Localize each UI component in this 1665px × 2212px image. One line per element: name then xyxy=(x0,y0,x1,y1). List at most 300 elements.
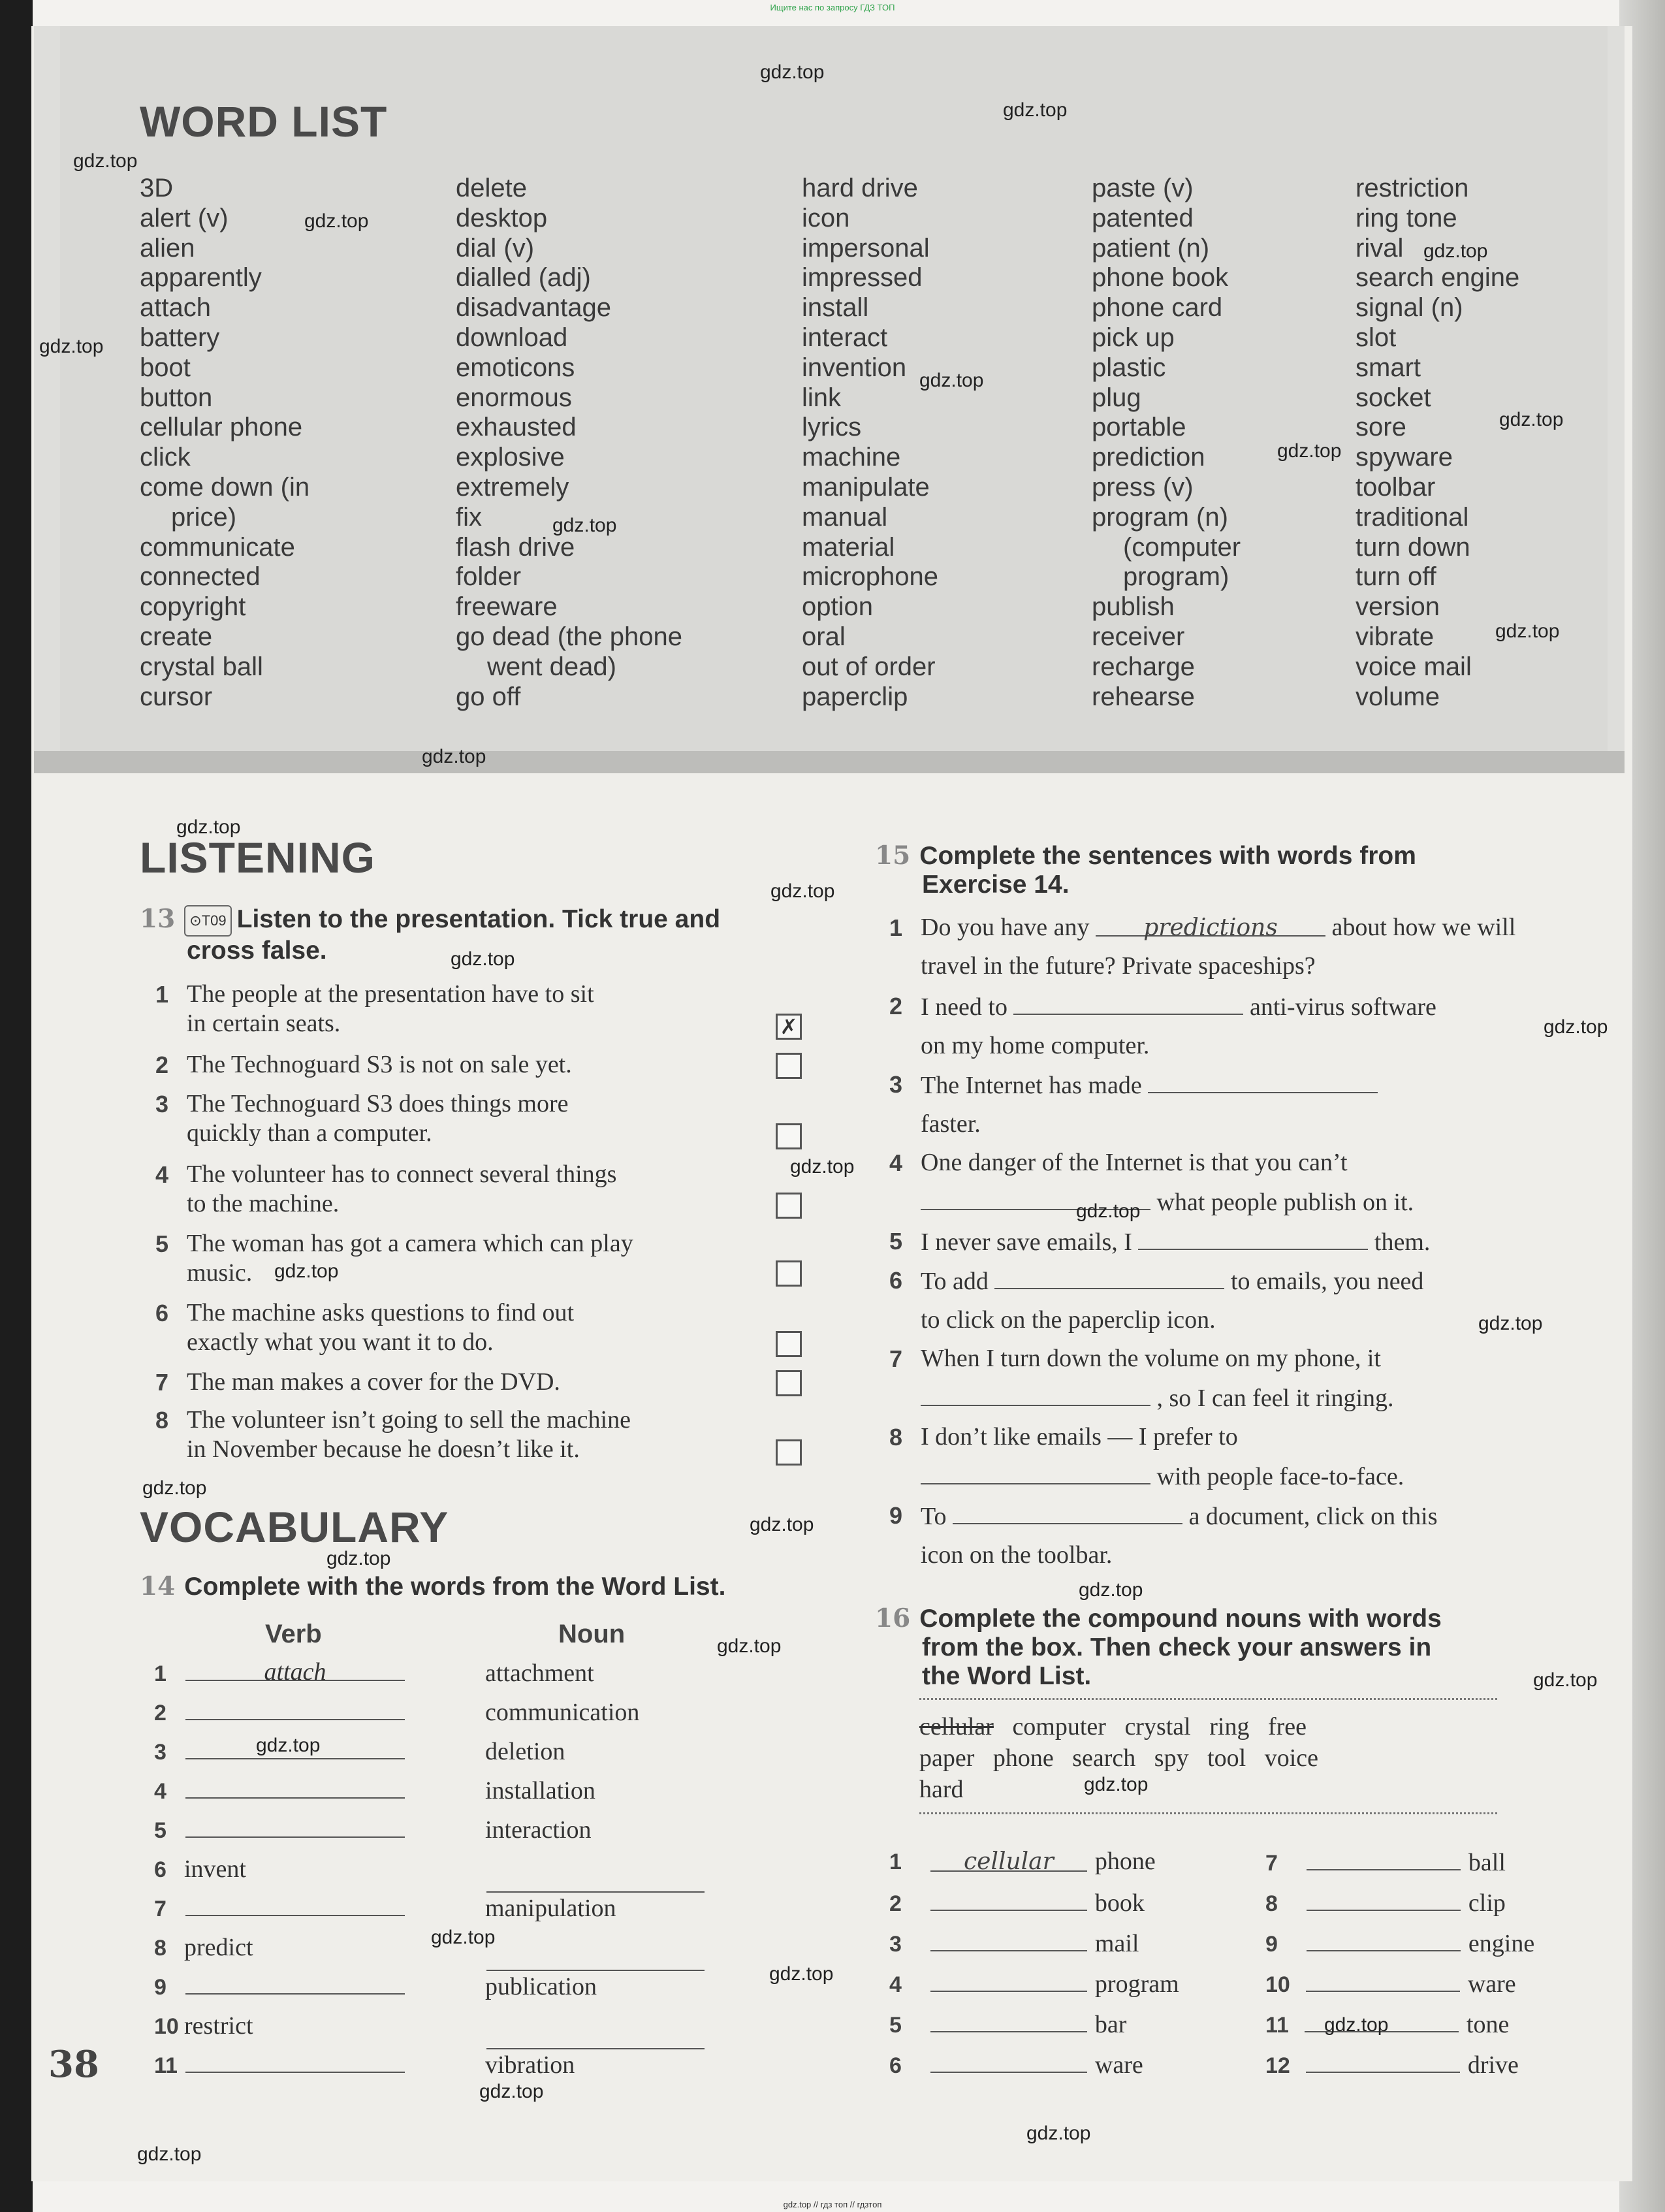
ex15-instruction-line1: Complete the sentences with words from xyxy=(919,842,1416,870)
word-list-entry: price) xyxy=(171,502,237,532)
ex16-suffix: ware xyxy=(1094,2051,1143,2079)
ex16-suffix: program xyxy=(1094,1970,1179,1998)
ex14-row-number xyxy=(154,1816,166,1844)
watermark-text: gdz.top xyxy=(304,210,369,232)
word-list-entry: voice mail xyxy=(1356,652,1472,681)
ex13-item-number: 7 xyxy=(155,1369,169,1396)
word-list-entry: patented xyxy=(1092,203,1194,232)
ex14-number: 6 xyxy=(154,1857,166,1882)
word-list-entry: microphone xyxy=(802,562,939,592)
ex14-noun-text: installation xyxy=(485,1777,595,1804)
watermark-text: gdz.top xyxy=(422,746,486,767)
word-list-entry: rehearse xyxy=(1092,682,1195,711)
watermark-text: gdz.top xyxy=(1478,1313,1543,1334)
word-list-entry: create xyxy=(140,622,213,651)
word-list-entry: smart xyxy=(1356,353,1421,382)
ex14-verb-text: predict xyxy=(184,1934,253,1961)
ex15-item xyxy=(889,1422,1568,1494)
word-box-row2: paper phone search spy tool voice xyxy=(919,1744,1318,1772)
ex13-item-text xyxy=(187,980,594,1038)
ex15-text-after: anti-virus software xyxy=(1249,993,1436,1021)
watermark-text: gdz.top xyxy=(1026,2123,1091,2144)
ex13-item-text xyxy=(187,1368,560,1397)
ex15-text-continued: travel in the future? Private spaceships? xyxy=(921,952,1316,980)
ex15-line1 xyxy=(921,1422,1404,1452)
word-list-entry: receiver xyxy=(1092,622,1185,651)
word-list-entry: fix xyxy=(456,502,482,532)
page-number: 38 xyxy=(48,2043,99,2086)
ex15-text-continued: faster. xyxy=(921,1110,981,1138)
word-list-entry: alert (v) xyxy=(140,203,229,232)
watermark-text: gdz.top xyxy=(552,515,617,536)
ex16-number: 7 xyxy=(1265,1851,1278,1876)
ex15-text-before: To add xyxy=(921,1268,989,1295)
ex13-number: 13 xyxy=(140,904,176,934)
word-list-entry: recharge xyxy=(1092,652,1195,681)
watermark-text: gdz.top xyxy=(1495,620,1560,642)
watermark-text: gdz.top xyxy=(326,1548,391,1569)
true-false-checkbox[interactable] xyxy=(776,1331,802,1357)
ex15-item-text xyxy=(921,991,1436,1061)
watermark-text: gdz.top xyxy=(1423,240,1488,262)
ex13-item-line1: The machine asks questions to find out xyxy=(187,1299,575,1326)
ex13-item-text xyxy=(187,1160,616,1219)
ex13-item-number: 6 xyxy=(155,1300,169,1326)
ex13-item-line1: The woman has got a camera which can play xyxy=(187,1230,633,1257)
ex15-line1 xyxy=(921,1226,1430,1257)
word-list-column xyxy=(1092,174,1241,712)
bottom-site-links[interactable]: gdz.top // гдз топ // гдзтоп xyxy=(783,2200,882,2209)
ex15-line2 xyxy=(921,1306,1423,1335)
word-list-entry: paperclip xyxy=(802,682,908,711)
ex15-item xyxy=(889,991,1568,1063)
ex16-number: 16 xyxy=(875,1603,911,1633)
word-list-entry: phone card xyxy=(1092,293,1223,323)
ex15-text-after: a document, click on this xyxy=(1188,1503,1438,1530)
ex16-number: 5 xyxy=(889,2013,902,2038)
ex16-suffix: ware xyxy=(1467,1970,1516,1998)
ex14-row-number xyxy=(154,1894,166,1923)
ex16-item xyxy=(1265,2049,1519,2079)
ex16-answer-blank[interactable] xyxy=(930,2009,1087,2032)
ex16-item xyxy=(1265,1928,1534,1958)
ex15-heading xyxy=(875,841,1416,899)
watermark-text: gdz.top xyxy=(769,1963,834,1985)
ex15-item-text xyxy=(921,1148,1414,1217)
ex13-item-number: 1 xyxy=(155,981,169,1008)
ex15-answer-blank[interactable] xyxy=(1148,1070,1378,1093)
word-list-entry: cellular phone xyxy=(140,413,303,442)
word-list-entry: paste (v) xyxy=(1092,174,1194,202)
ex15-item-number: 2 xyxy=(889,993,903,1019)
ex14-noun-blank[interactable] xyxy=(486,1948,705,1971)
ex15-item-text xyxy=(921,1422,1404,1492)
word-list-entry: delete xyxy=(456,174,527,202)
word-list-entry: go off xyxy=(456,682,521,711)
word-list-entry: hard drive xyxy=(802,174,918,202)
ex15-text-continued: to click on the paperclip icon. xyxy=(921,1306,1216,1334)
listening-title: LISTENING xyxy=(140,833,376,882)
ex15-text-before: I never save emails, I xyxy=(921,1228,1132,1256)
true-false-checkbox[interactable] xyxy=(776,1053,802,1079)
watermark-text: gdz.top xyxy=(142,1477,207,1499)
ex14-noun-text: vibration xyxy=(485,2051,575,2079)
word-list-entry: patient (n) xyxy=(1092,233,1210,263)
ex15-item-number: 9 xyxy=(889,1502,903,1529)
ex13-item-line2: in November because he doesn’t like it. xyxy=(187,1435,580,1463)
ex14-verb-text: restrict xyxy=(184,2012,253,2040)
ex16-number: 8 xyxy=(1265,1891,1278,1916)
ex14-noun-text: interaction xyxy=(485,1816,592,1844)
ex15-answer-blank[interactable]: predictions xyxy=(1096,913,1325,937)
ex15-line2 xyxy=(921,1541,1438,1570)
word-list-entry: went dead) xyxy=(487,652,616,681)
ex16-heading xyxy=(875,1604,1442,1691)
word-list-entry: program) xyxy=(1123,562,1229,592)
ex14-row-number xyxy=(154,1659,166,1688)
ex16-answer-blank[interactable]: cellular xyxy=(930,1848,1087,1872)
ex16-suffix: mail xyxy=(1094,1930,1139,1957)
word-list-entry: turn off xyxy=(1356,562,1436,592)
word-list-entry: press (v) xyxy=(1092,472,1194,502)
ex16-instruction-line3: the Word List. xyxy=(922,1662,1092,1690)
ex16-answer-blank[interactable] xyxy=(930,1928,1087,1951)
true-false-checkbox[interactable] xyxy=(776,1123,802,1149)
word-list-entry: vibrate xyxy=(1356,622,1435,651)
ex16-item xyxy=(1265,1847,1506,1877)
watermark-text: gdz.top xyxy=(73,150,138,172)
watermark-text: gdz.top xyxy=(274,1260,339,1282)
true-false-checkbox[interactable] xyxy=(776,1370,802,1396)
ex15-text-before: I need to xyxy=(921,993,1007,1021)
ex16-suffix: drive xyxy=(1467,2051,1519,2079)
ex15-text-before: I don’t like emails — I prefer to xyxy=(921,1423,1238,1451)
ex13-item-text xyxy=(187,1050,572,1080)
ex14-noun-blank[interactable] xyxy=(486,2026,705,2049)
watermark-text: gdz.top xyxy=(1544,1016,1608,1038)
word-list-entry: interact xyxy=(802,323,888,352)
word-list-entry: lyrics xyxy=(802,413,862,442)
word-box-row1-words: computer crystal ring free xyxy=(1012,1713,1307,1740)
ex15-text-before: To xyxy=(921,1503,947,1530)
word-box-row3: hard xyxy=(919,1776,964,1803)
ex13-item-text xyxy=(187,1089,568,1148)
ex14-noun-text: attachment xyxy=(485,1659,594,1687)
word-list-entry: socket xyxy=(1356,383,1431,412)
word-list-entry: toolbar xyxy=(1356,472,1436,502)
word-list-entry: rival xyxy=(1356,233,1404,263)
ex16-item xyxy=(889,1887,1145,1917)
ex15-line2 xyxy=(921,1383,1394,1413)
ex13-item-line2: to the machine. xyxy=(187,1190,340,1217)
word-list-entry: impersonal xyxy=(802,233,930,263)
watermark-text: gdz.top xyxy=(256,1735,321,1756)
ex15-text-before: One danger of the Internet is that you can’t xyxy=(921,1149,1348,1176)
word-list-entry: restriction xyxy=(1356,174,1469,202)
word-list-entry: attach xyxy=(140,293,211,323)
ex15-text-continued: icon on the toolbar. xyxy=(921,1541,1113,1569)
ex16-suffix: engine xyxy=(1468,1930,1535,1957)
word-list-entry: sore xyxy=(1356,413,1406,442)
ex15-text-before: When I turn down the volume on my phone, it xyxy=(921,1345,1381,1372)
watermark-text: gdz.top xyxy=(1499,409,1564,430)
ex16-answer-blank[interactable] xyxy=(1306,2049,1460,2073)
ex15-answer-blank[interactable] xyxy=(1013,991,1243,1015)
word-list-entry: oral xyxy=(802,622,846,651)
ex15-line1 xyxy=(921,1148,1414,1178)
ex16-answer-blank[interactable] xyxy=(1307,1847,1461,1870)
word-list-entry: impressed xyxy=(802,263,923,293)
ex13-item-line2: quickly than a computer. xyxy=(187,1119,432,1147)
ex13-item-line2: in certain seats. xyxy=(187,1010,341,1037)
word-list-entry: exhausted xyxy=(456,413,577,442)
word-list-entry: out of order xyxy=(802,652,936,681)
ex16-number: 12 xyxy=(1265,2053,1290,2078)
ex14-row-number xyxy=(154,1737,166,1766)
word-list-entry: extremely xyxy=(456,472,569,502)
ex13-item-number: 4 xyxy=(155,1161,169,1188)
watermark-text: gdz.top xyxy=(1076,1200,1141,1222)
word-list-entry: ring tone xyxy=(1356,203,1457,232)
ex13-heading xyxy=(140,905,720,965)
word-list-entry: publish xyxy=(1092,592,1175,622)
word-list-divider xyxy=(34,751,1625,773)
word-list-entry: (computer xyxy=(1123,532,1241,562)
true-false-checkbox[interactable] xyxy=(776,1193,802,1219)
ex14-verb-blank[interactable]: attach xyxy=(185,1658,405,1681)
word-list-entry: portable xyxy=(1092,413,1186,442)
ex13-item xyxy=(155,1229,808,1294)
word-list-entry: click xyxy=(140,443,191,472)
ex13-item-number: 5 xyxy=(155,1230,169,1257)
ex14-noun-text: manipulation xyxy=(485,1895,616,1922)
ex16-suffix: ball xyxy=(1468,1849,1506,1876)
watermark-text: gdz.top xyxy=(760,61,825,83)
watermark-text: gdz.top xyxy=(176,816,241,838)
ex13-item-line1: The Technoguard S3 does things more xyxy=(187,1090,569,1117)
watermark-text: gdz.top xyxy=(479,2081,544,2102)
word-list-entry: enormous xyxy=(456,383,572,412)
ex15-answer-blank-line2[interactable] xyxy=(921,1461,1150,1484)
ex15-item xyxy=(889,1148,1568,1220)
ex13-item xyxy=(155,1298,808,1364)
ex16-answer-blank[interactable] xyxy=(930,1887,1087,1911)
ex15-line1 xyxy=(921,991,1436,1022)
word-list-entry: communicate xyxy=(140,532,295,562)
word-list-entry: desktop xyxy=(456,203,548,232)
ex15-item-number: 4 xyxy=(889,1149,903,1176)
ex14-verb-blank[interactable] xyxy=(185,1971,405,1995)
ex14-verb-blank[interactable] xyxy=(185,1775,405,1799)
ex15-line1 xyxy=(921,1501,1438,1531)
ex16-number: 2 xyxy=(889,1891,902,1916)
ex16-item xyxy=(889,1968,1179,1998)
word-list-entry: program (n) xyxy=(1092,502,1228,532)
ex16-item xyxy=(889,1928,1139,1958)
watermark-text: gdz.top xyxy=(770,880,835,902)
ex13-item-number: 2 xyxy=(155,1051,169,1078)
vocabulary-title: VOCABULARY xyxy=(140,1503,449,1551)
ex14-row-number xyxy=(154,1776,166,1805)
ex16-answer-blank[interactable] xyxy=(930,1968,1087,1992)
ex13-item xyxy=(155,1089,808,1155)
ex15-text-before: The Internet has made xyxy=(921,1072,1142,1099)
ex13-item-number: 3 xyxy=(155,1091,169,1117)
ex16-answer-blank[interactable] xyxy=(1307,1928,1461,1951)
verb-column-header: Verb xyxy=(265,1620,322,1648)
ex14-row-number xyxy=(154,2012,179,2040)
ex16-suffix: book xyxy=(1094,1889,1145,1917)
ex14-row-number xyxy=(154,1933,166,1962)
ex13-instruction-line2: cross false. xyxy=(187,936,327,965)
ex14-row-number xyxy=(154,1855,166,1883)
ex15-line2 xyxy=(921,952,1515,981)
ex15-answer-blank[interactable] xyxy=(994,1266,1224,1289)
ex15-text-after: about how we will xyxy=(1331,914,1516,941)
word-list-entry: phone book xyxy=(1092,263,1229,293)
ex15-item-number: 3 xyxy=(889,1071,903,1098)
ex14-verb-blank[interactable] xyxy=(185,1697,405,1720)
ex16-item xyxy=(1265,1968,1516,1998)
noun-column-header: Noun xyxy=(558,1620,626,1648)
ex16-item xyxy=(1265,1887,1506,1917)
ex15-item-text xyxy=(921,1226,1430,1266)
top-search-hint[interactable]: Ищите нас по запросу ГДЗ ТОП xyxy=(770,3,895,12)
ex15-item-number: 6 xyxy=(889,1267,903,1294)
watermark-text: gdz.top xyxy=(790,1156,855,1178)
ex16-number: 11 xyxy=(1265,2013,1289,2038)
ex14-row-number xyxy=(154,1972,166,2001)
watermark-text: gdz.top xyxy=(1533,1669,1598,1691)
ex15-item-text xyxy=(921,1266,1423,1335)
ex14-verb-text: invent xyxy=(184,1855,246,1883)
word-list-entry: plastic xyxy=(1092,353,1166,382)
ex16-answer-blank[interactable] xyxy=(1306,1968,1460,1992)
ex15-text-after: with people face-to-face. xyxy=(1156,1463,1404,1490)
ex16-number: 10 xyxy=(1265,1972,1290,1997)
ex14-verb-blank[interactable] xyxy=(185,1814,405,1838)
word-list-entry: dialled (adj) xyxy=(456,263,591,293)
word-list-entry: slot xyxy=(1356,323,1397,352)
ex16-suffix: phone xyxy=(1094,1848,1156,1875)
ex15-line2 xyxy=(921,1031,1436,1061)
word-list-entry: connected xyxy=(140,562,261,592)
word-list-entry: volume xyxy=(1356,682,1440,711)
ex13-item xyxy=(155,980,808,1045)
true-false-checkbox[interactable] xyxy=(776,1260,802,1287)
ex14-noun-blank[interactable] xyxy=(486,1869,705,1893)
watermark-text: gdz.top xyxy=(1084,1774,1149,1795)
ex15-item-text xyxy=(921,1070,1378,1139)
ex14-row-number xyxy=(154,2051,178,2079)
ex15-item-number: 7 xyxy=(889,1345,903,1372)
ex14-noun-text: deletion xyxy=(485,1738,565,1765)
ex15-answer-blank-line2[interactable] xyxy=(921,1383,1150,1406)
watermark-text: gdz.top xyxy=(1079,1579,1143,1601)
true-false-checkbox[interactable]: ✗ xyxy=(776,1014,802,1040)
ex15-line2 xyxy=(921,1461,1404,1492)
ex14-number: 7 xyxy=(154,1897,166,1921)
ex16-item xyxy=(889,1847,1156,1876)
ex16-answer-blank[interactable] xyxy=(1307,1887,1461,1911)
word-list-entry: icon xyxy=(802,203,850,232)
ex15-number: 15 xyxy=(875,841,911,871)
ex16-answer-blank[interactable] xyxy=(930,2049,1087,2073)
ex14-noun-text: publication xyxy=(485,1973,597,2000)
ex15-line1 xyxy=(921,1266,1423,1296)
watermark-text: gdz.top xyxy=(137,2143,202,2165)
ex16-number: 3 xyxy=(889,1932,902,1957)
word-box-row1 xyxy=(919,1712,1307,1741)
word-list-entry: button xyxy=(140,383,213,412)
ex14-number: 14 xyxy=(140,1571,176,1601)
word-list-entry: signal (n) xyxy=(1356,293,1463,323)
ex14-number: 5 xyxy=(154,1818,166,1843)
word-list-entry: alien xyxy=(140,233,195,263)
ex14-number: 4 xyxy=(154,1779,166,1804)
true-false-checkbox[interactable] xyxy=(776,1439,802,1466)
ex15-item-text xyxy=(921,913,1515,981)
ex14-verb-blank[interactable] xyxy=(185,1893,405,1916)
ex15-item xyxy=(889,1344,1568,1416)
ex13-item-line1: The volunteer isn’t going to sell the machine xyxy=(187,1406,631,1434)
ex16-number: 6 xyxy=(889,2053,902,2078)
word-list-entry: explosive xyxy=(456,443,565,472)
ex15-item xyxy=(889,913,1568,985)
ex15-answer-blank[interactable] xyxy=(1138,1226,1368,1250)
word-list-entry: cursor xyxy=(140,682,213,711)
ex15-item-text xyxy=(921,1501,1438,1570)
word-list-entry: manual xyxy=(802,502,888,532)
ex14-number: 11 xyxy=(154,2053,178,2078)
word-list-entry: go dead (the phone xyxy=(456,622,682,651)
audio-track-badge[interactable]: ⊙T09 xyxy=(184,905,231,937)
page-binding-edge xyxy=(0,0,33,2212)
ex14-number: 3 xyxy=(154,1740,166,1765)
ex14-verb-blank[interactable] xyxy=(185,2049,405,2073)
ex15-line1 xyxy=(921,1344,1394,1373)
ex16-suffix: tone xyxy=(1466,2011,1510,2038)
ex15-answer-blank[interactable] xyxy=(953,1501,1182,1524)
ex16-number: 1 xyxy=(889,1850,902,1874)
ex15-item-number: 5 xyxy=(889,1228,903,1255)
ex15-line2 xyxy=(921,1187,1414,1217)
ex13-item-text xyxy=(187,1405,631,1464)
ex16-item xyxy=(889,2049,1143,2079)
ex14-heading xyxy=(140,1572,725,1601)
watermark-text: gdz.top xyxy=(431,1927,496,1948)
word-list-entry: traditional xyxy=(1356,502,1469,532)
ex16-item xyxy=(889,2009,1126,2039)
word-list-column xyxy=(802,174,938,712)
word-list-entry: material xyxy=(802,532,895,562)
ex15-instruction-line2: Exercise 14. xyxy=(922,871,1070,899)
ex15-item-number: 1 xyxy=(889,914,903,941)
word-list-entry: link xyxy=(802,383,842,412)
ex16-number: 4 xyxy=(889,1972,902,1997)
word-list-entry: spyware xyxy=(1356,443,1453,472)
word-list-entry: machine xyxy=(802,443,901,472)
ex15-item xyxy=(889,1070,1568,1142)
ex13-item-text xyxy=(187,1229,633,1288)
ex16-instruction-line2: from the box. Then check your answers in xyxy=(922,1633,1432,1661)
ex15-text-after: to emails, you need xyxy=(1230,1268,1424,1295)
ex15-text-before: Do you have any xyxy=(921,914,1090,941)
word-list-entry: install xyxy=(802,293,869,323)
watermark-text: gdz.top xyxy=(1277,440,1342,462)
ex16-instruction-line1: Complete the compound nouns with words xyxy=(919,1605,1442,1633)
word-list-entry: copyright xyxy=(140,592,246,622)
